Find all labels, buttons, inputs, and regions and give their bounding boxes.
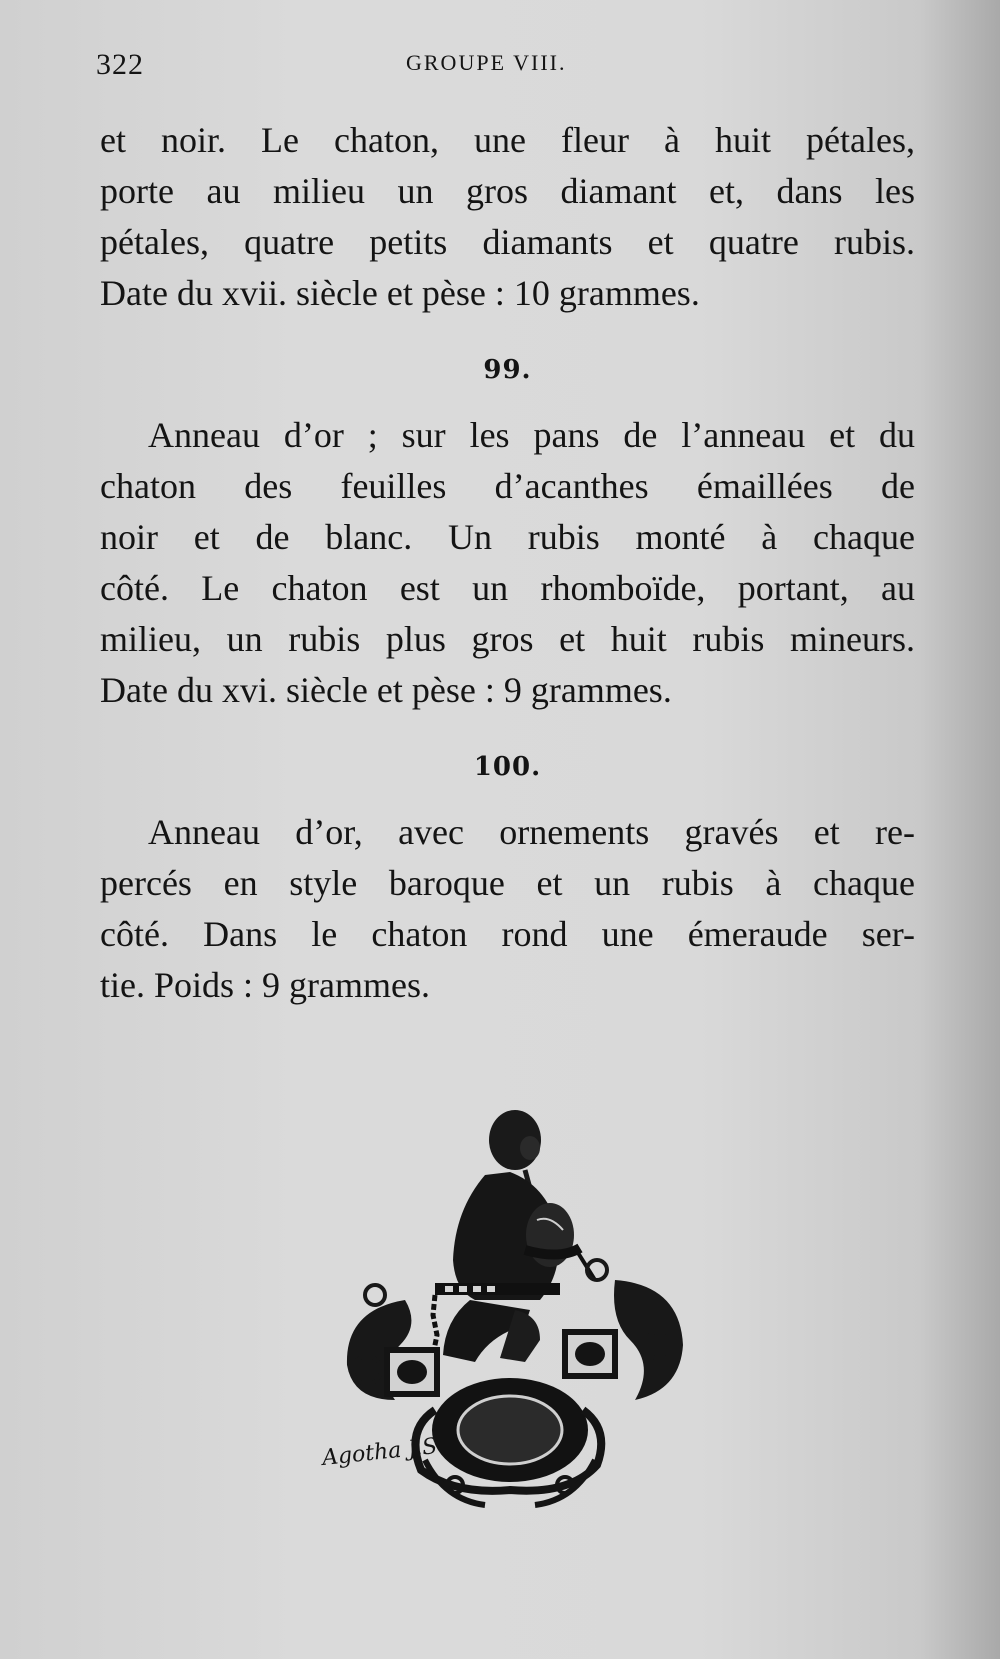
entry-number-100: 100.	[473, 752, 542, 782]
continued-paragraph	[100, 115, 915, 319]
text-line: milieu, un rubis plus gros et huit rubis mineurs.	[100, 619, 915, 659]
page-number: 322	[96, 48, 144, 81]
text-line: tie. Poids : 9 grammes.	[100, 965, 430, 1005]
entry-99-paragraph	[100, 410, 915, 716]
page-header	[96, 48, 896, 88]
text-line: percés en style baroque et un rubis à chaque	[100, 863, 915, 903]
text-line: Date du xvii. siècle et pèse : 10 grammes.	[100, 273, 700, 313]
text-line: chaton des feuilles d’acanthes émaillées de	[100, 466, 915, 506]
body-text	[100, 115, 915, 1011]
artist-signature: Agotha J.S	[321, 1434, 439, 1471]
text-line: Anneau d’or, avec ornements gravés et re-	[148, 812, 915, 852]
text-line: Date du xvi. siècle et pèse : 9 grammes.	[100, 670, 672, 710]
text-line: porte au milieu un gros diamant et, dans les	[100, 171, 915, 211]
text-line: Anneau d’or ; sur les pans de l’anneau et du	[148, 415, 915, 455]
text-line: noir et de blanc. Un rubis monté à chaque	[100, 517, 915, 557]
running-head: GROUPE VIII.	[406, 50, 567, 75]
entry-100-paragraph	[100, 807, 915, 1011]
entry-number-99: 99.	[483, 355, 532, 385]
text-line: et noir. Le chaton, une fleur à huit pétales,	[100, 120, 915, 160]
text-line: pétales, quatre petits diamants et quatre rubis.	[100, 222, 915, 262]
text-line: côté. Le chaton est un rhomboïde, portant, au	[100, 568, 915, 608]
text-line: côté. Dans le chaton rond une émeraude ser-	[100, 914, 915, 954]
